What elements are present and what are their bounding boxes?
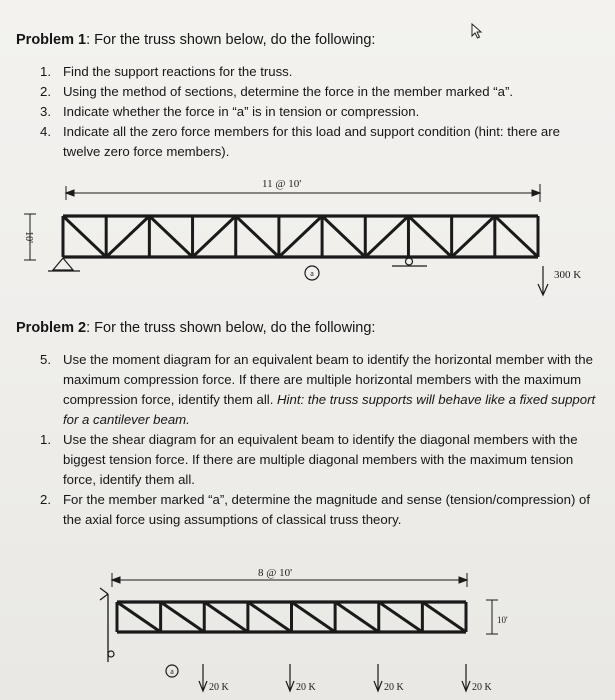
item-number: 2.: [40, 492, 51, 507]
item-number: 1.: [40, 64, 51, 79]
truss-2-web-members: [117, 602, 466, 632]
problem-1-task-list: [40, 62, 600, 162]
span-label: 8 @ 10': [258, 567, 293, 579]
diagonal-member: [149, 216, 192, 257]
item-text: Use the moment diagram for an equivalent beam to identify the horizontal member with the maximum compression force. If there are multiple horizontal members with the maximum compression force, identify them all.: [63, 352, 593, 407]
roller-support-icon: [406, 258, 413, 265]
dimension-arrow-left-icon: [112, 577, 120, 583]
diagonal-member: [452, 216, 495, 257]
item-text: Indicate whether the force in “a” is in tension or compression.: [63, 104, 420, 119]
list-item: [40, 430, 600, 490]
load-label: 20 K: [472, 682, 492, 693]
diagonal-member: [117, 602, 161, 632]
top-support-icon: [100, 588, 108, 600]
diagonal-member: [204, 602, 248, 632]
diagonal-member: [161, 602, 205, 632]
item-number: 5.: [40, 352, 51, 367]
load-label: 20 K: [209, 682, 229, 693]
list-item: [40, 350, 600, 430]
item-number: 1.: [40, 432, 51, 447]
diagonal-member: [422, 602, 466, 632]
item-number: 3.: [40, 104, 51, 119]
problem-1-heading: [16, 31, 375, 49]
problem-2-lead: Problem 2: [16, 320, 87, 336]
bottom-roller-support-icon: [108, 651, 114, 657]
item-hint: Hint: the truss supports will behave like a fixed support for a cantilever beam.: [63, 392, 596, 427]
pin-support-icon: [53, 258, 73, 270]
diagonal-member: [292, 602, 336, 632]
problem-1-title: : For the truss shown below, do the following:: [86, 32, 376, 48]
diagonal-member: [106, 216, 149, 257]
truss-2-diagram: [0, 560, 615, 700]
problem-2-heading: [16, 319, 375, 337]
dimension-arrow-left-icon: [66, 190, 74, 196]
list-item: [40, 122, 600, 162]
problem-2-title: : For the truss shown below, do the following:: [86, 320, 376, 336]
dimension-arrow-right-icon: [459, 577, 467, 583]
diagonal-member: [379, 602, 423, 632]
load-label: 20 K: [384, 682, 404, 693]
item-text: Use the shear diagram for an equivalent beam to identify the diagonal members with the biggest tension force. If there are multiple diagonal members with the maximum tension force, identify them all.: [63, 432, 578, 487]
member-a-label: a: [170, 667, 174, 676]
dimension-arrow-right-icon: [532, 190, 540, 196]
item-text: For the member marked “a”, determine the magnitude and sense (tension/compression) of the axial force using assumptions of classical truss theory.: [63, 492, 591, 527]
load-labels: [209, 682, 493, 693]
list-item: [40, 82, 600, 102]
mouse-cursor-icon: [468, 22, 486, 40]
diagonal-member: [335, 602, 379, 632]
member-a-label: a: [310, 269, 314, 278]
diagonal-member: [248, 602, 292, 632]
problem-1-lead: Problem 1: [16, 32, 87, 48]
item-text: Indicate all the zero force members for this load and support condition (hint: there are twelve zero force members).: [63, 124, 560, 159]
diagonal-member: [63, 216, 106, 257]
item-text: Using the method of sections, determine the force in the member marked “a”.: [63, 84, 514, 99]
load-label: 20 K: [296, 682, 316, 693]
item-number: 4.: [40, 124, 51, 139]
truss-1-diagram: [0, 170, 615, 305]
span-label: 11 @ 10': [262, 178, 302, 190]
diagonal-member: [322, 216, 365, 257]
diagonal-member: [365, 216, 408, 257]
item-text: Find the support reactions for the truss.: [63, 64, 293, 79]
list-item: [40, 490, 600, 530]
diagonal-member: [193, 216, 236, 257]
item-number: 2.: [40, 84, 51, 99]
truss-1-web-members: [63, 216, 538, 257]
list-item: [40, 102, 600, 122]
diagonal-member: [279, 216, 322, 257]
height-label: 10': [23, 231, 34, 243]
load-label: 300 K: [554, 269, 582, 281]
diagonal-member: [408, 216, 451, 257]
load-arrows: [199, 664, 470, 691]
list-item: [40, 62, 600, 82]
problem-2-task-list: [40, 350, 600, 530]
diagonal-member: [495, 216, 538, 257]
height-label: 10': [497, 615, 508, 625]
diagonal-member: [236, 216, 279, 257]
